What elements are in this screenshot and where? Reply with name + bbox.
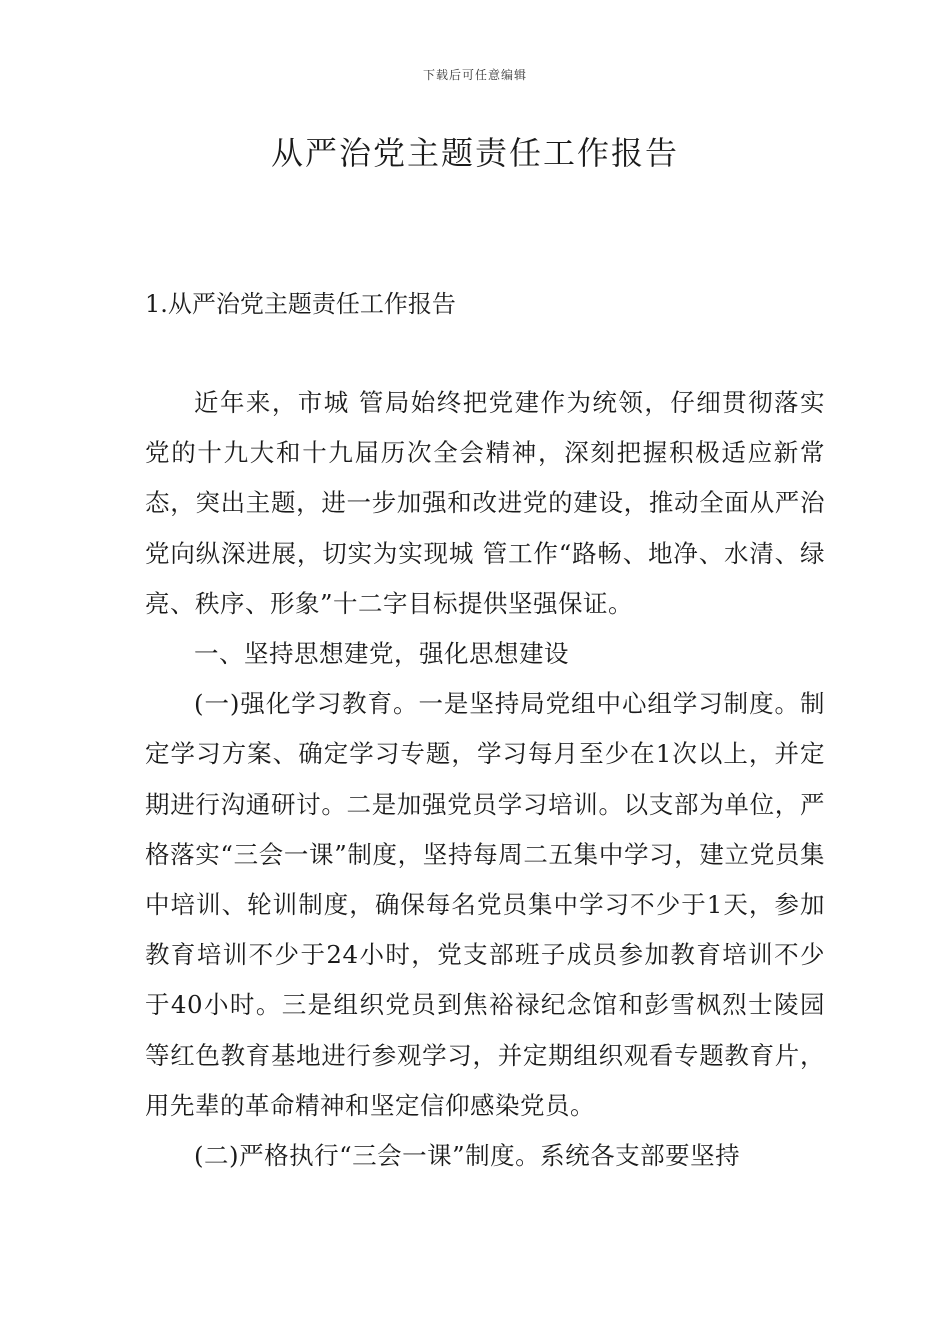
document-body: [145, 378, 825, 1181]
document-title: 从严治党主题责任工作报告: [270, 134, 679, 172]
paragraph-study-education: (一)强化学习教育。一是坚持局党组中心组学习制度。制定学习方案、确定学习专题，学习每月至少在1次以上，并定期进行沟通研讨。二是加强党员学习培训。以支部为单位，严格落实“三会一课”制度，坚持每周二五集中学习，建立党员集中培训、轮训制度，确保每名党员集中学习不少于1天，参加教育培训不少于24小时，党支部班子成员参加教育培训不少于40小时。三是组织党员到焦裕禄纪念馆和彭雪枫烈士陵园等红色教育基地进行参观学习，并定期组织观看专题教育片，用先辈的革命精神和坚定信仰感染党员。: [145, 689, 825, 1120]
download-note: 下载后可任意编辑: [422, 68, 527, 82]
section-heading: 1.从严治党主题责任工作报告: [145, 290, 456, 318]
paragraph-heading-one: 一、坚持思想建党，强化思想建设: [194, 639, 569, 669]
paragraph-three-meetings: (二)严格执行“三会一课”制度。系统各支部要坚持: [194, 1141, 741, 1171]
paragraph-intro: 近年来，市城 管局始终把党建作为统领，仔细贯彻落实党的十九大和十九届历次全会精神，深刻把握积极适应新常态，突出主题，进一步加强和改进党的建设，推动全面从严治党向纵深进展，切实为实现城 管工作“路畅、地净、水清、绿亮、秩序、形象”十二字目标提供坚强保证。: [145, 388, 825, 618]
